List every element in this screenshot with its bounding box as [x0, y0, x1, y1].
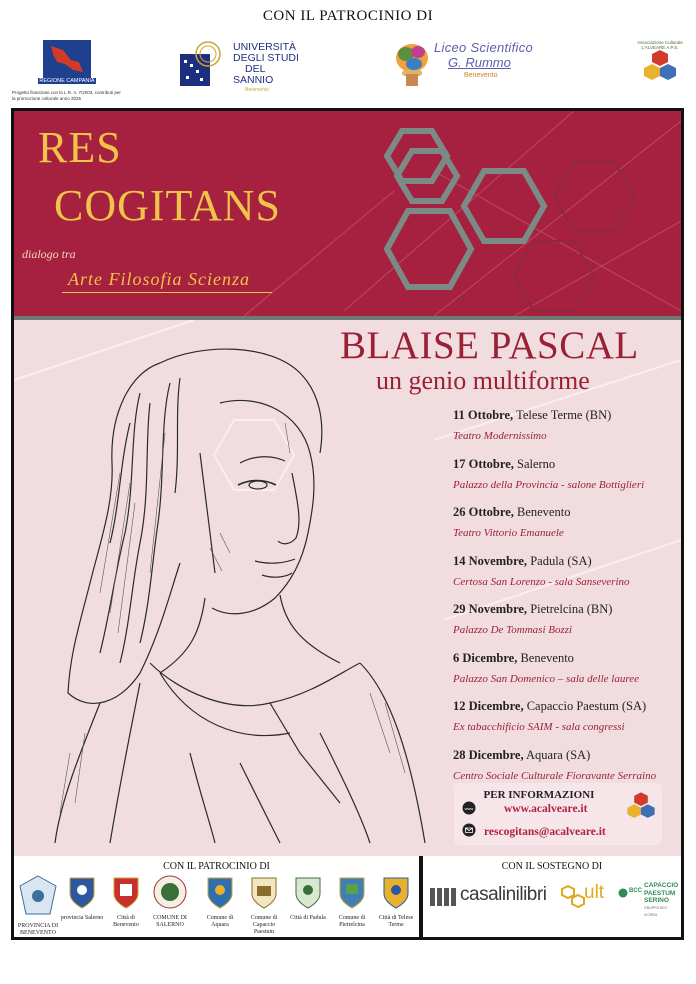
crest-icon [293, 874, 323, 910]
unisannio-emblem-icon [178, 40, 228, 90]
bcc-line1: CAPACCIO [644, 882, 679, 889]
unisannio-city: Benevento [245, 87, 269, 93]
unisannio-logo [178, 40, 308, 96]
event-date: 29 Novembre, [453, 602, 528, 616]
event-date: 26 Ottobre, [453, 505, 514, 519]
crest-caption: Città di Benevento [113, 915, 139, 928]
event-city: Padula (SA) [527, 553, 592, 568]
crest-caption: COMUNE DI SALERNO [153, 915, 187, 928]
crest-caption: provincia Salerno [60, 915, 104, 921]
event-city: Aquara (SA) [523, 747, 591, 762]
subtitle: Arte Filosofia Scienza [68, 269, 250, 289]
liceo-brain-icon [392, 40, 432, 88]
events-list [453, 408, 683, 796]
crest-icon [249, 874, 279, 910]
event-date: 12 Dicembre, [453, 699, 524, 713]
bcc-prefix: BCC [629, 888, 642, 894]
footer-strip [14, 856, 681, 937]
footer-patrocinio-title: CON IL PATROCINIO DI [163, 861, 270, 872]
unisannio-line1: UNIVERSITÀ [233, 41, 297, 53]
liceo-line2: G. Rummo [448, 55, 511, 70]
event-item [453, 602, 683, 651]
alveare-label: Associazione Culturale L'ALVEARE A.P.S. [637, 40, 683, 50]
event-venue: Certosa San Lorenzo - sala Sanseverino [453, 575, 630, 588]
crest-icon [111, 874, 141, 910]
crest-provincia-benevento [16, 874, 60, 937]
svg-text:www: www [464, 806, 474, 811]
event-item [453, 505, 683, 554]
cult-label: ult [584, 882, 605, 903]
event-item [453, 699, 683, 748]
event-date: 11 Ottobre, [453, 408, 514, 422]
alveare-hexagon-icon [640, 46, 680, 86]
crest-caption: Comune di Pietrelcina [338, 915, 366, 928]
liceo-rummo-logo [392, 38, 552, 98]
unisannio-line2: DEGLI STUDI [233, 52, 299, 64]
crest-caption: Città di Padula [290, 915, 326, 921]
crest-icon [337, 874, 367, 910]
header-title: CON IL PATROCINIO DI [262, 8, 434, 24]
event-item [453, 651, 683, 700]
event-item [453, 554, 683, 603]
event-venue: Palazzo della Provincia - salone Bottiglieri [453, 478, 645, 491]
event-venue: Palazzo San Domenico – sala delle lauree [453, 672, 639, 685]
event-venue: Palazzo De Tommasi Bozzi [453, 624, 573, 636]
crest-telese-terme [374, 874, 418, 929]
subheadline: un genio multiforme [376, 366, 590, 395]
title-band [14, 111, 681, 316]
bcc-line4: GRUPPO BCC ICCREA [644, 905, 668, 917]
footer-sostegno-title: CON IL SOSTEGNO DI [501, 861, 603, 872]
regione-note: Progetto finanziato con la L.R. n. 7/2003, contributi per la promozione culturale anno 2025 [12, 90, 121, 101]
event-venue: Ex tabacchificio SAIM - sala congressi [453, 721, 625, 733]
casalini-label: casalinilibri [460, 884, 547, 905]
headline: BLAISE PASCAL [340, 324, 639, 367]
crest-caption: Comune di Capaccio Paestum [250, 915, 278, 935]
event-city: Salerno [513, 456, 556, 471]
event-date: 17 Ottobre, [453, 456, 514, 471]
email-icon [462, 823, 476, 837]
crest-comune-salerno [148, 874, 192, 929]
regione-campania-label: REGIONE CAMPANIA [39, 78, 95, 84]
crest-icon [18, 874, 58, 918]
crest-icon [67, 874, 97, 910]
bcc-icon [618, 888, 628, 898]
casalini-books-icon [430, 886, 456, 908]
title-line2: COGITANS [54, 181, 281, 230]
crest-comune-aquara [198, 874, 242, 929]
blaise-pascal-portrait [40, 333, 432, 845]
event-city: Telese Terme (BN) [513, 408, 612, 422]
title-line1: RES [38, 123, 122, 172]
crest-icon [381, 874, 411, 910]
event-city: Pietrelcina (BN) [527, 602, 613, 616]
web-icon [462, 801, 476, 815]
crest-caption: PROVINCIA DI BENEVENTO [17, 923, 59, 936]
alveare-small-icon [624, 789, 658, 823]
subtitle-underline [62, 292, 272, 293]
event-venue: Centro Sociale Culturale Fioravante Serraino [453, 769, 657, 782]
crest-citta-padula [286, 874, 330, 922]
event-date: 14 Novembre, [453, 553, 528, 568]
event-city: Capaccio Paestum (SA) [523, 699, 647, 713]
bcc-line3: SERINO [644, 897, 669, 904]
crest-comune-pietrelcina [330, 874, 374, 929]
regione-campania-emblem-icon [43, 40, 91, 78]
crest-citta-benevento [104, 874, 148, 929]
liceo-city: Benevento [464, 72, 498, 79]
event-venue: Teatro Vittorio Emanuele [453, 527, 564, 539]
event-venue: Teatro Modernissimo [453, 430, 547, 442]
sponsor-casalini-libri [430, 882, 560, 912]
alveare-logo [630, 40, 690, 100]
liceo-line1: Liceo Scientifico [434, 40, 534, 55]
regione-campania-logo [12, 40, 122, 106]
info-title: PER INFORMAZIONI [483, 789, 595, 801]
unisannio-line3: DEL [245, 63, 266, 75]
event-city: Benevento [517, 650, 574, 665]
bcc-line2: PAESTUM [644, 889, 676, 897]
unisannio-line4: SANNIO [233, 74, 274, 86]
sponsor-bcc [618, 882, 678, 922]
crest-caption: Comune di Aquara [206, 915, 234, 928]
crest-caption: Città di Telese Terme [378, 915, 414, 928]
cult-hexagon-icon [560, 884, 586, 910]
info-box [454, 783, 662, 845]
event-date: 28 Dicembre, [453, 747, 524, 762]
crest-icon [150, 874, 190, 910]
dialogo-text: dialogo tra [22, 247, 76, 261]
crest-icon [205, 874, 235, 910]
info-website-link[interactable]: www.acalveare.it [504, 803, 588, 815]
event-item [453, 457, 683, 506]
event-date: 6 Dicembre, [453, 650, 518, 665]
event-city: Benevento [513, 505, 571, 519]
poster [11, 108, 684, 940]
info-email-link[interactable]: rescogitans@acalveare.it [484, 826, 606, 838]
crest-capaccio-paestum [242, 874, 286, 936]
crest-provincia-salerno [60, 874, 104, 922]
event-item [453, 408, 683, 457]
sponsor-cult [560, 882, 616, 912]
